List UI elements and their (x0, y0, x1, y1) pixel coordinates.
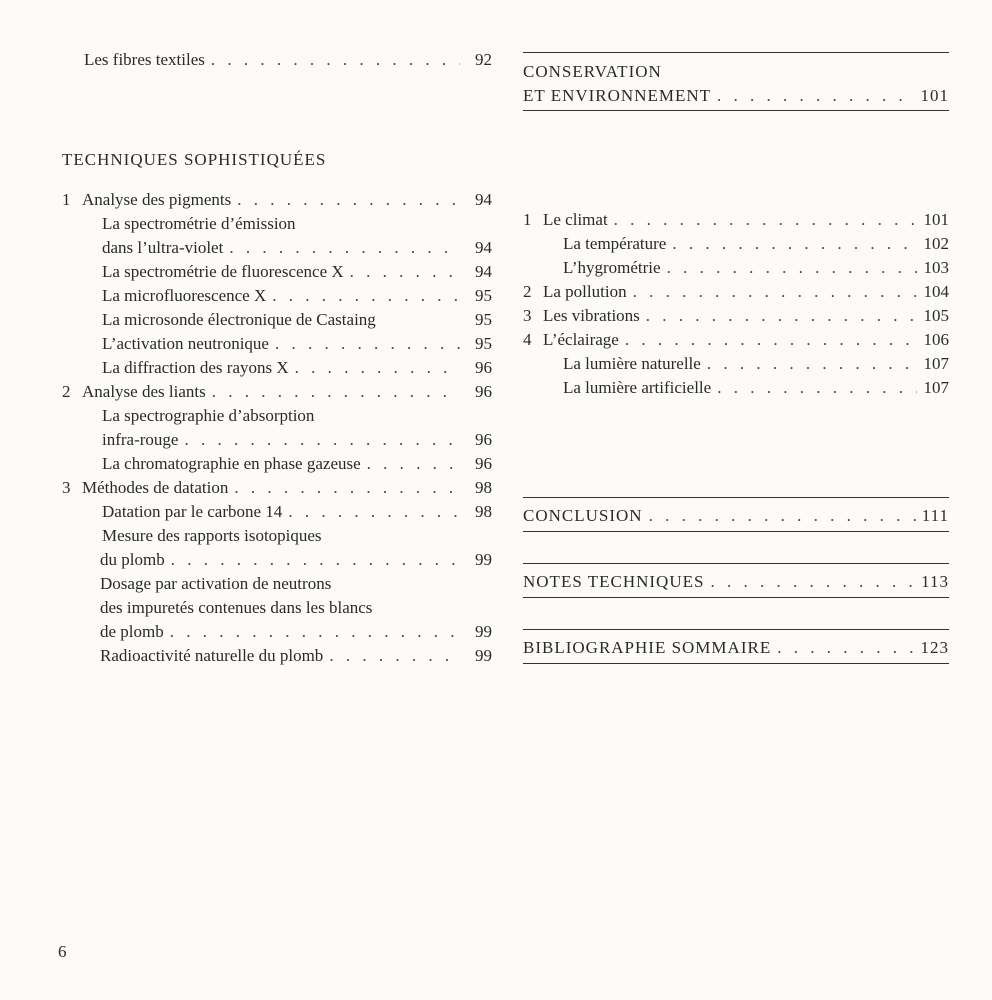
toc-entry-title: BIBLIOGRAPHIE SOMMAIRE (523, 638, 772, 657)
section-heading-conservation: CONSERVATION (523, 62, 662, 81)
toc-entry-title: du plomb (100, 550, 165, 569)
toc-entry-title[interactable]: des impuretés contenues dans les blancs (100, 598, 373, 617)
toc-entry-page: 107 (923, 354, 949, 373)
toc-entry-page: 105 (923, 306, 949, 325)
dot-leader (614, 209, 917, 231)
toc-entry-page: 99 (475, 646, 492, 665)
toc-entry-title: La pollution (543, 282, 627, 301)
toc-entry-page: 123 (920, 638, 949, 657)
toc-entry[interactable] (100, 549, 492, 571)
divider (523, 497, 949, 498)
toc-entry[interactable] (102, 501, 492, 523)
dot-leader (212, 381, 460, 403)
page-number: 6 (58, 942, 67, 961)
toc-entry-bibliography[interactable] (523, 637, 949, 659)
toc-entry-page: 96 (475, 358, 492, 377)
toc-entry-fibres-textiles[interactable] (84, 49, 492, 71)
toc-entry-page: 99 (475, 550, 492, 569)
toc-entry[interactable] (102, 237, 492, 259)
toc-entry-page: 94 (475, 238, 492, 257)
toc-entry[interactable] (563, 233, 949, 255)
toc-entry-title[interactable]: La spectrométrie d’émission (102, 214, 296, 233)
dot-leader (672, 233, 917, 255)
toc-entry-page: 95 (475, 310, 492, 329)
toc-entry-page: 92 (475, 50, 492, 69)
divider (523, 531, 949, 532)
dot-leader (275, 333, 460, 355)
toc-entry-number: 3 (523, 306, 532, 325)
divider (523, 629, 949, 630)
toc-entry[interactable] (102, 429, 492, 451)
toc-entry-page: 111 (921, 506, 949, 525)
dot-leader (717, 377, 917, 399)
dot-leader (350, 261, 460, 283)
toc-entry-number: 4 (523, 330, 532, 349)
toc-entry-title: infra-rouge (102, 430, 179, 449)
divider (523, 563, 949, 564)
toc-entry-page: 95 (475, 334, 492, 353)
toc-entry-title: La lumière naturelle (563, 354, 701, 373)
dot-leader (211, 49, 460, 71)
toc-entry[interactable] (523, 329, 949, 351)
toc-entry-title[interactable]: Mesure des rapports isotopiques (102, 526, 322, 545)
toc-entry-page: 104 (923, 282, 949, 301)
dot-leader (707, 353, 917, 375)
toc-entry[interactable] (100, 621, 492, 643)
dot-leader (288, 501, 460, 523)
toc-entry[interactable] (100, 645, 492, 667)
divider (523, 110, 949, 111)
toc-entry-title: La spectrométrie de fluorescence X (102, 262, 344, 281)
toc-entry-conservation[interactable] (523, 85, 949, 107)
dot-leader (272, 285, 460, 307)
toc-entry-page: 94 (475, 190, 492, 209)
toc-entry-title: NOTES TECHNIQUES (523, 572, 705, 591)
toc-entry-page: 101 (920, 86, 949, 105)
toc-entry-title: La diffraction des rayons X (102, 358, 289, 377)
dot-leader (367, 453, 460, 475)
dot-leader (667, 257, 917, 279)
dot-leader (777, 637, 914, 659)
divider (523, 597, 949, 598)
toc-entry-title: L’activation neutronique (102, 334, 269, 353)
toc-entry-title: Analyse des pigments (82, 190, 232, 209)
toc-entry-page: 101 (923, 210, 949, 229)
dot-leader (625, 329, 917, 351)
toc-entry-title: de plomb (100, 622, 164, 641)
toc-entry-title: Radioactivité naturelle du plomb (100, 646, 324, 665)
dot-leader (237, 189, 460, 211)
toc-entry-number: 1 (523, 210, 532, 229)
toc-entry-title: La microsonde électronique de Castaing (102, 310, 376, 329)
toc-entry-title: L’éclairage (543, 330, 619, 349)
toc-entry-page: 95 (475, 286, 492, 305)
toc-entry-title[interactable]: La spectrographie d’absorption (102, 406, 315, 425)
section-heading-techniques: TECHNIQUES SOPHISTIQUÉES (62, 150, 327, 169)
toc-entry[interactable] (563, 377, 949, 399)
toc-entry[interactable] (102, 309, 492, 331)
dot-leader (229, 237, 460, 259)
toc-entry-title: La chromatographie en phase gazeuse (102, 454, 361, 473)
toc-entry[interactable] (102, 453, 492, 475)
divider (523, 663, 949, 664)
toc-entry-page: 98 (475, 478, 492, 497)
dot-leader (649, 505, 916, 527)
toc-entry-page: 96 (475, 454, 492, 473)
toc-entry-title: Datation par le carbone 14 (102, 502, 283, 521)
toc-entry-title: dans l’ultra-violet (102, 238, 224, 257)
toc-right-column (523, 0, 949, 1000)
toc-entry[interactable] (102, 261, 492, 283)
toc-entry-title: La lumière artificielle (563, 378, 712, 397)
toc-entry-title: Les vibrations (543, 306, 640, 325)
toc-entry[interactable] (62, 381, 492, 403)
toc-entry[interactable] (62, 189, 492, 211)
toc-entry-page: 99 (475, 622, 492, 641)
toc-entry-title: Analyse des liants (82, 382, 206, 401)
toc-entry-notes[interactable] (523, 571, 949, 593)
toc-entry-title: Le climat (543, 210, 608, 229)
toc-entry-page: 96 (475, 430, 492, 449)
toc-entry[interactable] (563, 257, 949, 279)
toc-entry-title: CONCLUSION (523, 506, 643, 525)
toc-entry-title: La microfluorescence X (102, 286, 267, 305)
toc-entry[interactable] (62, 477, 492, 499)
toc-entry-title: L’hygrométrie (563, 258, 661, 277)
toc-entry-title: Les fibres textiles (84, 50, 205, 69)
toc-entry-conclusion[interactable] (523, 505, 949, 527)
dot-leader (329, 645, 460, 667)
toc-entry-page: 107 (923, 378, 949, 397)
toc-entry-page: 113 (921, 572, 949, 591)
dot-leader (184, 429, 460, 451)
toc-left-column (62, 0, 492, 1000)
toc-entry-page: 98 (475, 502, 492, 521)
dot-leader (234, 477, 460, 499)
toc-entry-number: 1 (62, 190, 71, 209)
toc-entry-title: La température (563, 234, 667, 253)
toc-entry[interactable] (102, 357, 492, 379)
toc-entry-page: 102 (923, 234, 949, 253)
toc-entry[interactable] (102, 285, 492, 307)
toc-entry-page: 106 (923, 330, 949, 349)
dot-leader (633, 281, 917, 303)
toc-entry-number: 2 (62, 382, 71, 401)
toc-entry-title[interactable]: Dosage par activation de neutrons (100, 574, 332, 593)
toc-entry[interactable] (523, 305, 949, 327)
toc-entry-page: 103 (923, 258, 949, 277)
dot-leader (170, 621, 460, 643)
toc-entry-title: Méthodes de datation (82, 478, 229, 497)
toc-entry-page: 96 (475, 382, 492, 401)
dot-leader (295, 357, 460, 379)
toc-entry[interactable] (563, 353, 949, 375)
toc-entry[interactable] (523, 281, 949, 303)
dot-leader (171, 549, 460, 571)
toc-entry-number: 2 (523, 282, 532, 301)
toc-entry-page: 94 (475, 262, 492, 281)
dot-leader (710, 571, 915, 593)
toc-entry[interactable] (523, 209, 949, 231)
divider (523, 52, 949, 53)
toc-entry-title: ET ENVIRONNEMENT (523, 86, 712, 105)
toc-entry-number: 3 (62, 478, 71, 497)
toc-entry[interactable] (102, 333, 492, 355)
dot-leader (717, 85, 914, 107)
dot-leader (646, 305, 917, 327)
